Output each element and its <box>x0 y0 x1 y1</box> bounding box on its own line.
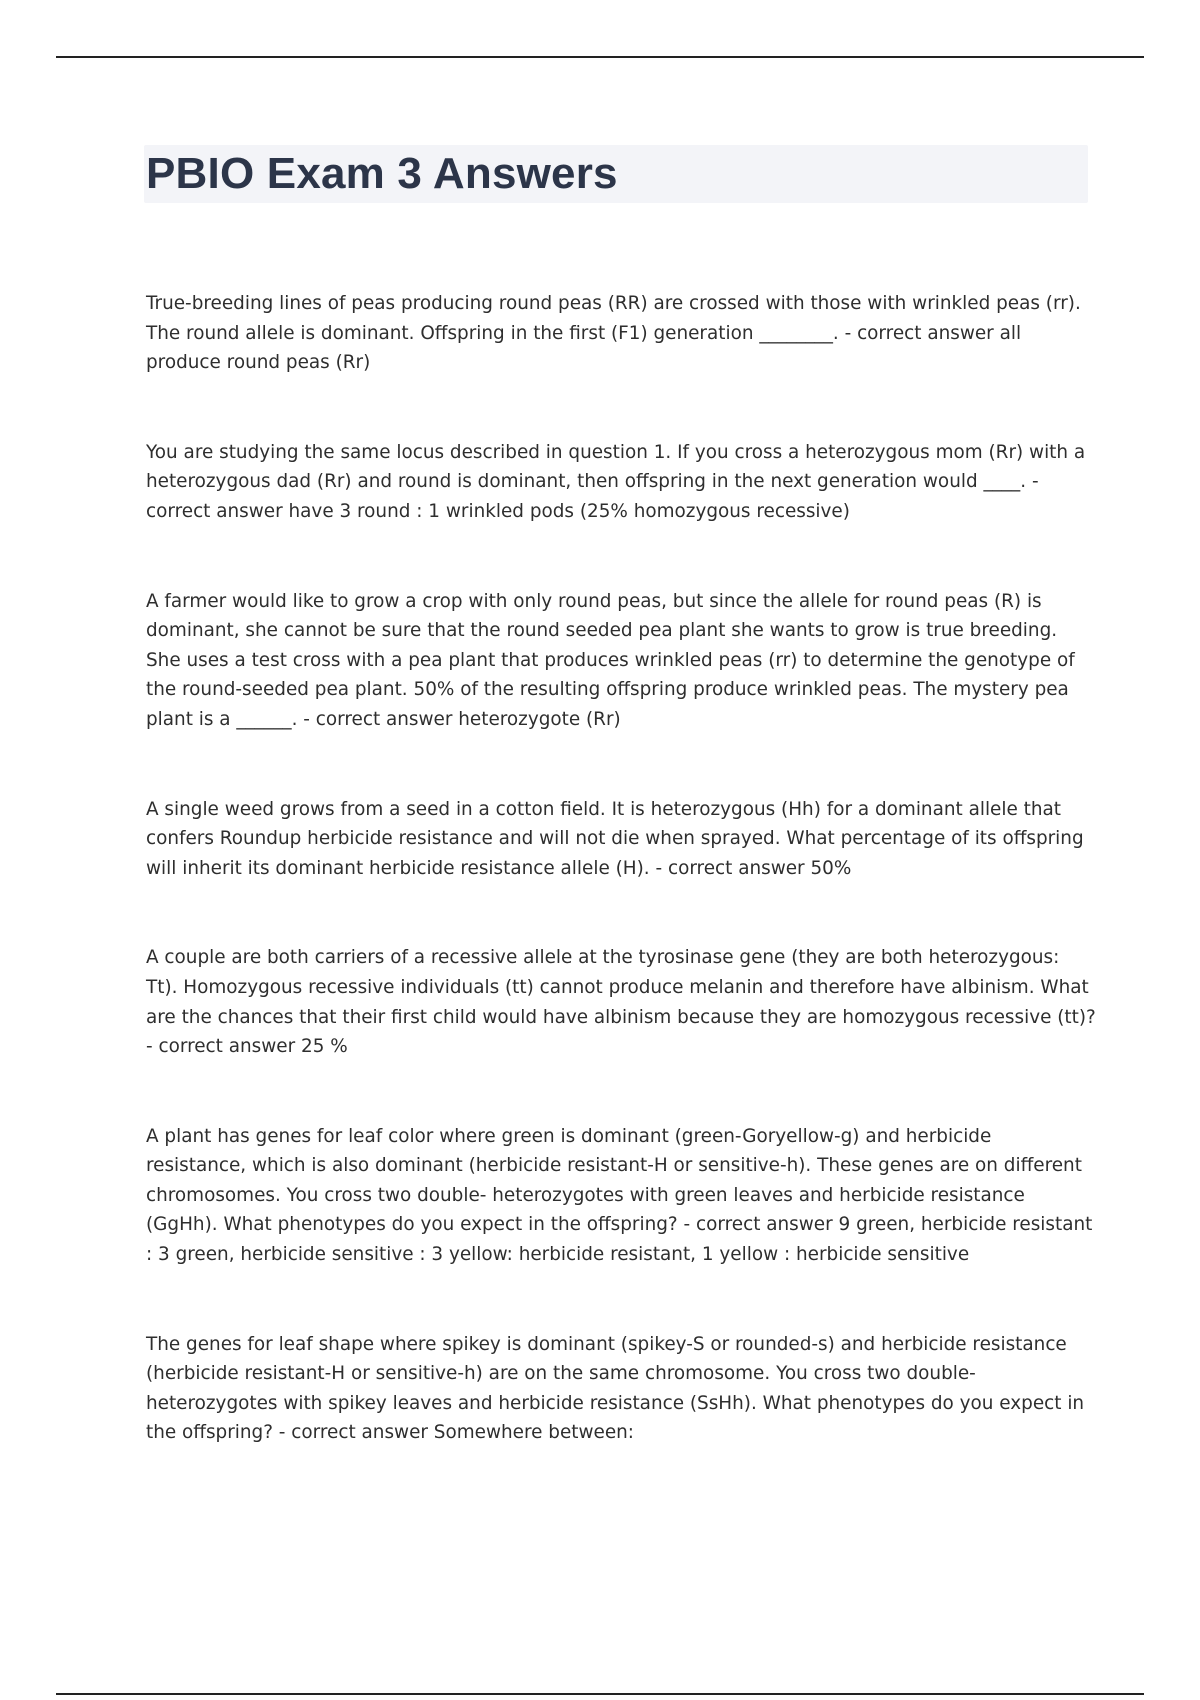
question-answer-list <box>146 289 1096 1508</box>
question-answer-item: A couple are both carriers of a recessive allele at the tyrosinase gene (they are both heterozygous: Tt). Homozygous recessive individuals (tt) cannot produce melanin and therefore have albinism. What are the chances that their first child would have albinism because they are homozygous recessive (tt)? - correct answer 25 % <box>146 947 1096 1058</box>
page-title: PBIO Exam 3 Answers <box>146 149 618 198</box>
question-answer-item: The genes for leaf shape where spikey is dominant (spikey-S or rounded-s) and herbicide resistance (herbicide resistant-H or sensitive-h) are on the same chromosome. You cross two double-heterozygotes with spikey leaves and herbicide resistance (SsHh). What phenotypes do you expect in the offspring? - correct answer Somewhere between: <box>146 1333 1085 1444</box>
question-answer-item: You are studying the same locus described in question 1. If you cross a heterozygous mom (Rr) with a heterozygous dad (Rr) and round is dominant, then offspring in the next generation would ____. - correct answer have 3 round : 1 wrinkled pods (25% homozygous recessive) <box>146 441 1086 522</box>
question-answer-item: True-breeding lines of peas producing round peas (RR) are crossed with those with wrinkled peas (rr). The round allele is dominant. Offspring in the first (F1) generation ________. - correct answer all produce round peas (Rr) <box>146 293 1081 374</box>
top-divider <box>56 56 1144 58</box>
bottom-divider <box>56 1693 1144 1695</box>
question-answer-item: A single weed grows from a seed in a cotton field. It is heterozygous (Hh) for a dominant allele that confers Roundup herbicide resistance and will not die when sprayed. What percentage of its offspring will inherit its dominant herbicide resistance allele (H). - correct answer 50% <box>146 798 1084 879</box>
question-answer-item: A plant has genes for leaf color where green is dominant (green-Goryellow-g) and herbicide resistance, which is also dominant (herbicide resistant-H or sensitive-h). These genes are on different chromosomes. You cross two double- heterozygotes with green leaves and herbicide resistance (GgHh). What phenotypes do you expect in the offspring? - correct answer 9 green, herbicide resistant : 3 green, herbicide sensitive : 3 yellow: herbicide resistant, 1 yellow : herbicide sensitive <box>146 1125 1093 1266</box>
question-answer-item: A farmer would like to grow a crop with only round peas, but since the allele for round peas (R) is dominant, she cannot be sure that the round seeded pea plant she wants to grow is true breeding. She uses a test cross with a pea plant that produces wrinkled peas (rr) to determine the genotype of the round-seeded pea plant. 50% of the resulting offspring produce wrinkled peas. The mystery pea plant is a ______. - correct answer heterozygote (Rr) <box>146 590 1075 730</box>
